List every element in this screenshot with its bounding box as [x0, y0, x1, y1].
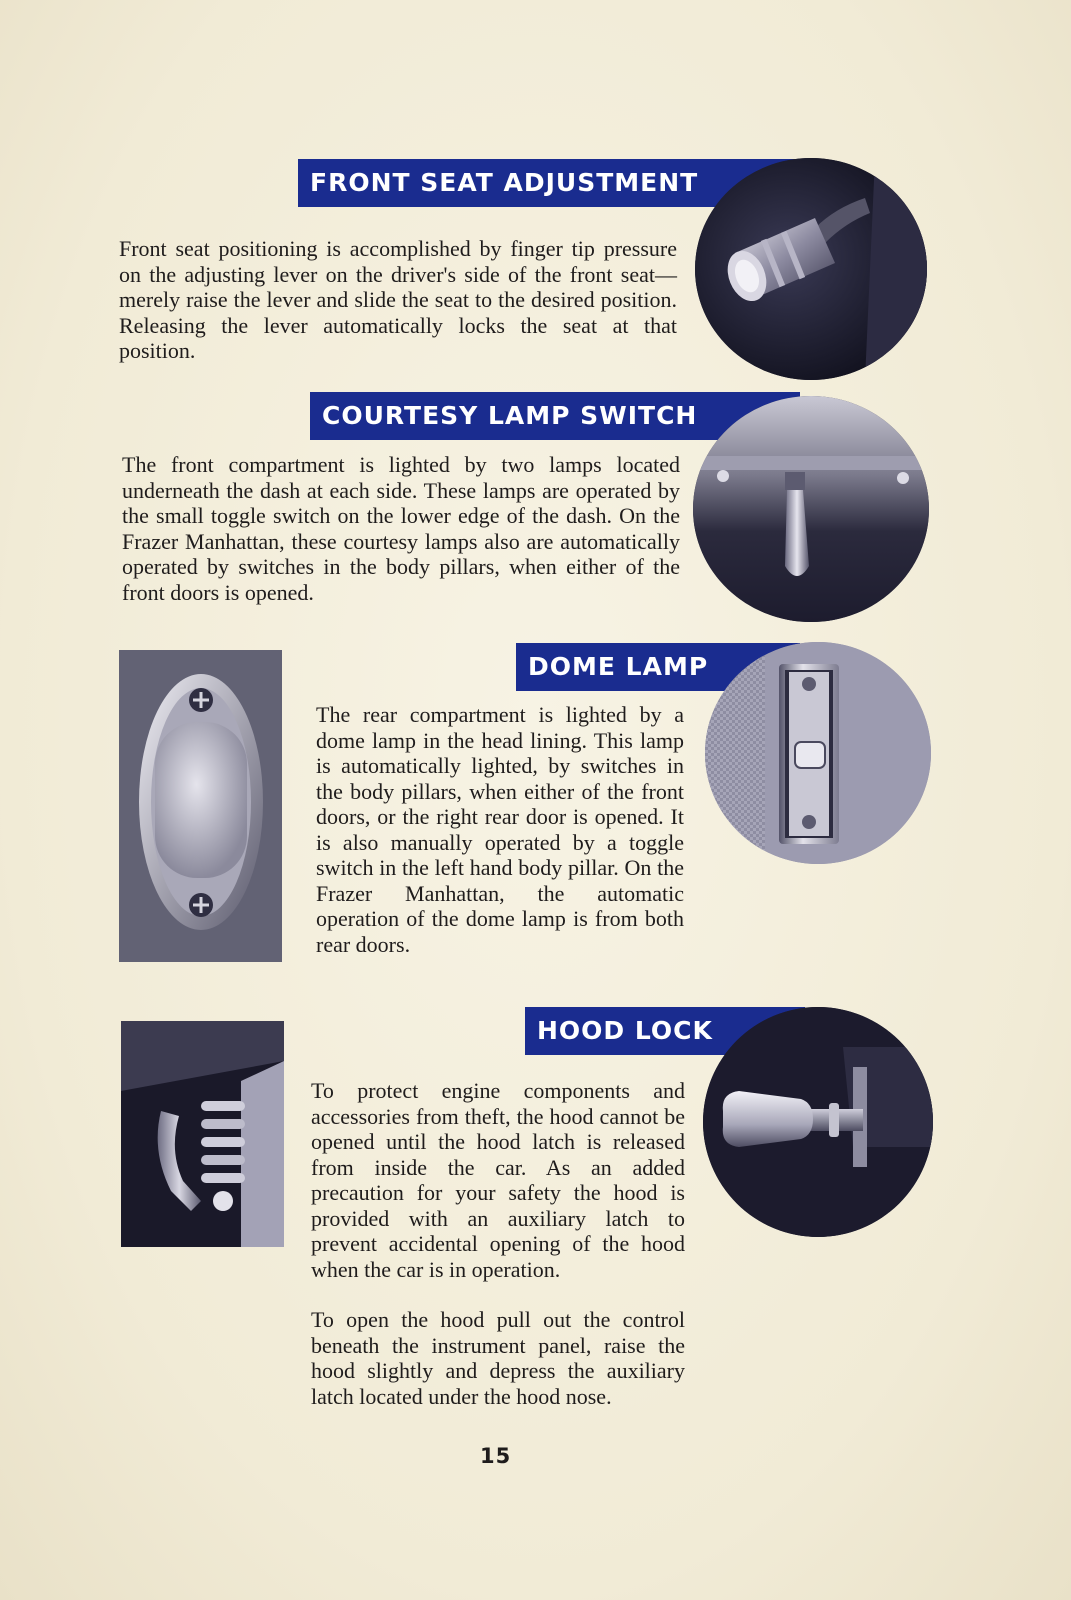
heading-dome-lamp: DOME LAMP: [516, 643, 800, 691]
body-dome-lamp: The rear compartment is lighted by a dome lamp in the head lining. This lamp is automatically lighted, by switches in the body pillars, when either of the front doors, or the right rear door is opened. It is also manually operated by a toggle switch in the left hand body pillar. On the Frazer Manhattan, the automatic operation of the dome lamp is from both rear doors.: [316, 702, 684, 957]
seat-lever-knob-icon: [695, 158, 927, 380]
heading-hood-lock: HOOD LOCK: [525, 1007, 805, 1055]
body-front-seat-adjustment: Front seat positioning is accomplished by finger tip pressure on the adjusting lever on the driver's side of the front seat—merely raise the lever and slide the seat to the desired position. Releasing the lever automatically locks the seat at that position.: [119, 236, 677, 363]
toggle-switch-icon: [693, 396, 929, 622]
heading-front-seat-adjustment: FRONT SEAT ADJUSTMENT: [298, 159, 798, 207]
body-hood-lock-instructions: To open the hood pull out the control beneath the instrument panel, raise the hood slightly and depress the auxiliary latch located under the hood nose.: [311, 1307, 685, 1409]
heading-courtesy-lamp-switch: COURTESY LAMP SWITCH: [310, 392, 800, 440]
page-number: 15: [480, 1444, 512, 1468]
body-hood-lock: To protect engine components and accessories from theft, the hood cannot be opened until the hood latch is released from inside the car. As an added precaution for your safety the hood is provided with an auxiliary latch to prevent accidental opening of the hood when the car is in operation.: [311, 1078, 685, 1282]
hood-latch-spring-icon: [121, 1021, 284, 1247]
body-courtesy-lamp-switch: The front compartment is lighted by two lamps located underneath the dash at each side. These lamps are operated by the small toggle switch on the lower edge of the dash. On the Frazer Manhattan, these courtesy lamps also are automatically operated by switches in the body pillars, when either of the front doors is opened.: [122, 452, 680, 605]
hood-release-knob-icon: [703, 1007, 933, 1237]
dome-lamp-icon: [119, 650, 282, 962]
pillar-switch-icon: [705, 642, 931, 864]
